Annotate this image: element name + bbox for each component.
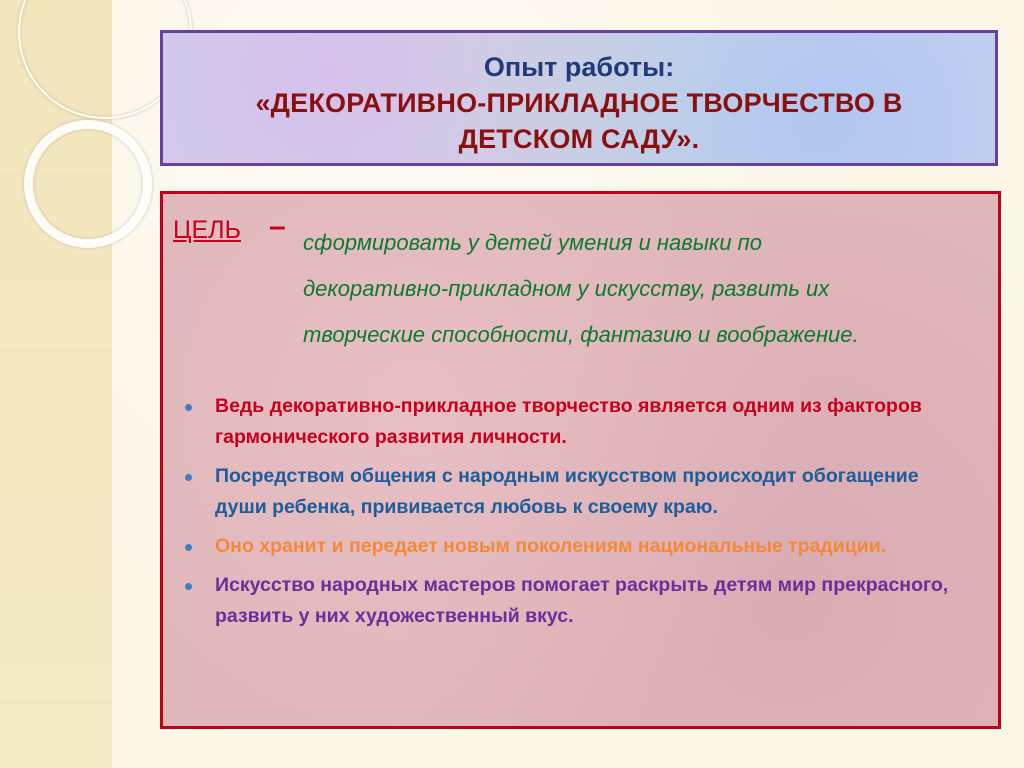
bullet-dot-icon: [185, 474, 192, 481]
title-line-1: Опыт работы:: [483, 52, 675, 82]
title-box: [160, 30, 998, 166]
bullet-list: [183, 391, 973, 640]
content-box: [160, 191, 1001, 729]
goal-line: декоративно-прикладном у искусству, развить их: [303, 276, 830, 301]
title-line-2: «ДЕКОРАТИВНО-ПРИКЛАДНОЕ ТВОРЧЕСТВО В: [255, 88, 903, 118]
goal-label: ЦЕЛЬ: [173, 216, 241, 244]
bullet-text: Искусство народных мастеров помогает раскрыть детям мир прекрасного, развить у них художественный вкус.: [215, 574, 949, 627]
bullet-item: [183, 461, 973, 523]
goal-dash: –: [269, 210, 286, 243]
goal-text: [303, 220, 993, 358]
goal-line: сформировать у детей умения и навыки по: [303, 230, 763, 255]
bullet-text: Ведь декоративно-прикладное творчество является одним из факторов гармонического развития личности.: [215, 395, 922, 448]
goal-line: творческие способности, фантазию и воображение.: [303, 322, 859, 347]
bullet-item: [183, 570, 973, 632]
bullet-item: [183, 391, 973, 453]
decorative-ring: [24, 120, 152, 248]
bullet-dot-icon: [185, 544, 192, 551]
bullet-item: [183, 531, 973, 562]
bullet-text: Посредством общения с народным искусством происходит обогащение души ребенка, прививается любовь к своему краю.: [215, 465, 919, 518]
title-line-3: ДЕТСКОМ САДУ».: [458, 124, 700, 154]
bullet-dot-icon: [185, 404, 192, 411]
bullet-dot-icon: [185, 583, 192, 590]
bullet-text: Оно хранит и передает новым поколениям национальные традиции.: [215, 535, 887, 557]
